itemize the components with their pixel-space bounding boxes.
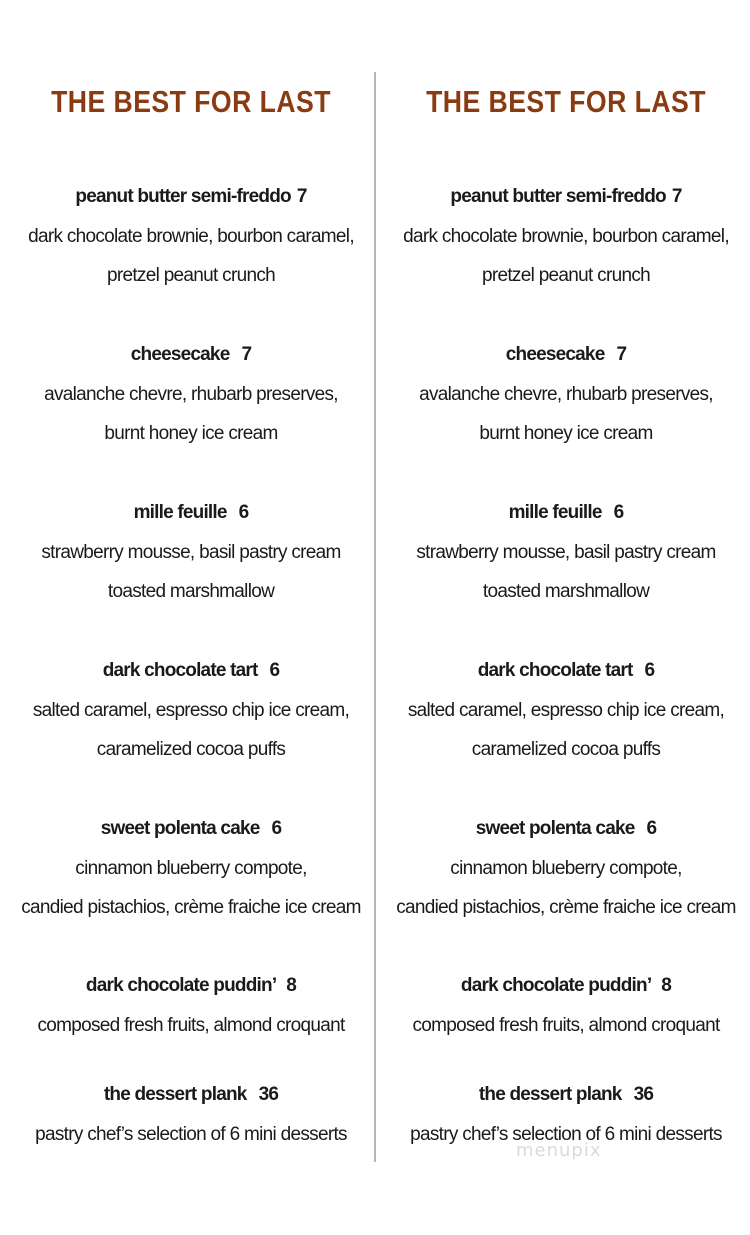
item-name-line	[21, 966, 361, 1006]
item-description: composed fresh fruits, almond croquant	[412, 1015, 720, 1036]
item-description: dark chocolate brownie, bourbon caramel,	[403, 226, 729, 247]
item-description: caramelized cocoa puffs	[471, 739, 661, 760]
item-name: peanut butter semi-freddo	[75, 186, 291, 207]
item-description: toasted marshmallow	[482, 581, 650, 602]
item-name: the dessert plank	[103, 1084, 247, 1105]
item-name: peanut butter semi-freddo	[450, 186, 666, 207]
item-description: dark chocolate brownie, bourbon caramel,	[28, 226, 354, 247]
menu-item	[396, 493, 736, 611]
menu-item	[396, 809, 736, 927]
item-price: 7	[296, 186, 307, 207]
item-description: avalanche chevre, rhubarb preserves,	[44, 384, 338, 405]
menu-item	[396, 966, 736, 1045]
item-name: dark chocolate puddin’	[460, 975, 652, 996]
menu-item	[396, 335, 736, 453]
item-name-line	[21, 1075, 361, 1115]
item-description: cinnamon blueberry compote,	[75, 858, 307, 879]
item-name: mille feuille	[508, 502, 602, 523]
item-name-line	[396, 335, 736, 375]
watermark: menupix	[516, 1140, 602, 1161]
menu-item	[21, 1075, 361, 1154]
menu-item	[21, 651, 361, 769]
item-name-line	[21, 335, 361, 375]
item-price: 7	[616, 344, 627, 365]
item-price: 6	[238, 502, 249, 523]
item-name: dark chocolate puddin’	[85, 975, 277, 996]
item-description: candied pistachios, crème fraiche ice cream	[396, 897, 736, 918]
item-description: strawberry mousse, basil pastry cream	[416, 542, 716, 563]
item-name-line	[21, 177, 361, 217]
item-description: composed fresh fruits, almond croquant	[37, 1015, 345, 1036]
item-name-line	[396, 651, 736, 691]
item-name: cheesecake	[505, 344, 605, 365]
item-name-line	[21, 809, 361, 849]
item-description: burnt honey ice cream	[479, 423, 653, 444]
menu-column-left	[21, 0, 361, 1235]
item-description: pastry chef’s selection of 6 mini desserts	[410, 1124, 722, 1145]
item-description: caramelized cocoa puffs	[96, 739, 286, 760]
item-name: dark chocolate tart	[102, 660, 258, 681]
item-name: mille feuille	[133, 502, 227, 523]
item-name-line	[396, 177, 736, 217]
menu-item	[21, 493, 361, 611]
item-description: salted caramel, espresso chip ice cream,	[32, 700, 350, 721]
menu-item	[396, 177, 736, 295]
item-price: 6	[613, 502, 624, 523]
item-name-line	[396, 966, 736, 1006]
menu-item	[396, 651, 736, 769]
menu-item	[21, 335, 361, 453]
item-description: toasted marshmallow	[107, 581, 275, 602]
item-price: 6	[271, 818, 282, 839]
item-description: avalanche chevre, rhubarb preserves,	[419, 384, 713, 405]
item-description: candied pistachios, crème fraiche ice cream	[21, 897, 361, 918]
item-description: pretzel peanut crunch	[481, 265, 651, 286]
item-price: 8	[286, 975, 297, 996]
item-description: pretzel peanut crunch	[106, 265, 276, 286]
item-name: cheesecake	[130, 344, 230, 365]
item-price: 8	[661, 975, 672, 996]
menu-title: THE BEST FOR LAST	[51, 84, 331, 119]
item-name-line	[396, 1075, 736, 1115]
menu-column-right	[396, 0, 736, 1235]
menu-item	[21, 966, 361, 1045]
item-name-line	[21, 493, 361, 533]
item-price: 36	[258, 1084, 279, 1105]
item-price: 6	[644, 660, 655, 681]
item-price: 6	[646, 818, 657, 839]
menu-item	[21, 177, 361, 295]
item-description: salted caramel, espresso chip ice cream,	[407, 700, 725, 721]
item-price: 6	[269, 660, 280, 681]
item-price: 7	[671, 186, 682, 207]
menu-item	[21, 809, 361, 927]
item-name: sweet polenta cake	[100, 818, 260, 839]
column-divider	[374, 72, 376, 1162]
item-name: sweet polenta cake	[475, 818, 635, 839]
item-name-line	[21, 651, 361, 691]
menu-title: THE BEST FOR LAST	[426, 84, 706, 119]
item-description: strawberry mousse, basil pastry cream	[41, 542, 341, 563]
item-name: dark chocolate tart	[477, 660, 633, 681]
item-price: 36	[633, 1084, 654, 1105]
item-name: the dessert plank	[478, 1084, 622, 1105]
item-name-line	[396, 809, 736, 849]
item-description: cinnamon blueberry compote,	[450, 858, 682, 879]
item-name-line	[396, 493, 736, 533]
item-description: pastry chef’s selection of 6 mini desserts	[35, 1124, 347, 1145]
item-description: burnt honey ice cream	[104, 423, 278, 444]
item-price: 7	[241, 344, 252, 365]
